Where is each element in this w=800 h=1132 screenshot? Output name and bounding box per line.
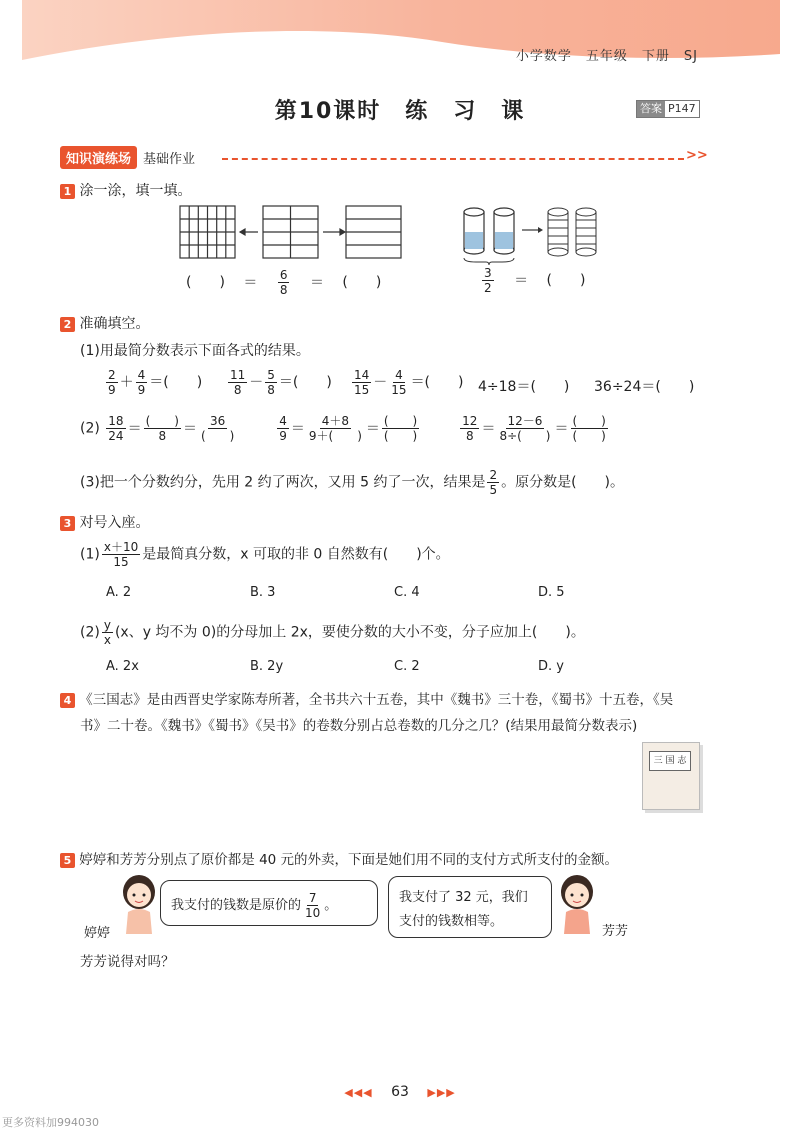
q3-p2-option-c[interactable]: C. 2: [394, 659, 420, 674]
q5-question: 芳芳说得对吗？: [80, 954, 175, 970]
answer-page: P147: [668, 102, 696, 115]
q1-blank[interactable]: ( ): [546, 272, 586, 289]
page-footer: [0, 1084, 800, 1100]
q2-part2: (2) $\frac{18}{24}$ ＝ $\frac{( )}{8}$ ＝ $\frac{36}{( )}$ $\frac{4}{9}$ ＝ $\frac{4+8}{9+( )}$ ＝ $\frac{( )}{( )}$ $\frac{12}{8}$ ＝ $\frac{12-6}{8\div( )}$ ＝ $\frac{( )}{( )}$: [80, 414, 610, 443]
q2-part3: (3)把一个分数约分，先用 2 约了两次，又用 5 约了一次，结果是 $\frac{2}{5}$ 。原分数是( )。: [80, 468, 625, 497]
q2-p1-item-1: $\frac{2}{9}$ ＋ $\frac{4}{9}$ ＝( ): [108, 368, 203, 397]
q3-p2-option-d[interactable]: D. y: [538, 659, 564, 674]
section-tag: 知识演练场: [60, 146, 137, 169]
q1-fraction: $\frac{3}{2}$: [484, 266, 492, 295]
q1-right-expression: $\frac{3}{2}$ ＝ ( ): [484, 266, 586, 295]
book-cover-title: 三 国 志: [649, 751, 691, 771]
book-meta: 小学数学 五年级 下册 SJ: [515, 49, 698, 64]
q3-part1: (1) $\frac{x+10}{15}$ 是最简真分数，x 可取的非 0 自然数有( )个。: [80, 540, 450, 569]
section-banner: [60, 146, 195, 168]
q1-heading: [60, 180, 191, 200]
q4-number: 4: [60, 693, 75, 708]
right-arrows-icon: ▶▶▶: [427, 1086, 456, 1099]
speech-bubble-fangfang: 我支付了 32 元，我们 支付的钱数相等。: [388, 876, 552, 938]
q3-p1-option-a[interactable]: A. 2: [106, 585, 132, 600]
q2-text: 准确填空。: [79, 316, 150, 332]
q4-line-1: 4 《三国志》是由西晋史学家陈寿所著，全书共六十五卷，其中《魏书》三十卷，《蜀书》十五卷，《吴: [60, 688, 673, 708]
q3-part2: (2) $\frac{y}{x}$ (x、y 均不为 0)的分母加上 2x，要使分数的大小不变，分子应加上( )。: [80, 618, 585, 647]
tingting-girl-icon: [118, 872, 160, 936]
q3-number: 3: [60, 516, 75, 531]
page-number: 63: [391, 1084, 409, 1100]
q2-p2-group-2: $\frac{4}{9}$ ＝ $\frac{4+8}{9+( )}$ ＝ $\frac{( )}{( )}$: [279, 414, 418, 443]
q1-number: 1: [60, 184, 75, 199]
book-illustration: [642, 742, 700, 810]
q2-p2-group-1: $\frac{18}{24}$ ＝ $\frac{( )}{8}$ ＝ $\frac{36}{( )}$: [108, 414, 235, 443]
q1-cylinders-figure: [460, 204, 610, 266]
q3-heading: [60, 512, 149, 532]
q1-text: 涂一涂，填一填。: [79, 183, 192, 199]
q2-p1-item-3: $\frac{14}{15}$ － $\frac{4}{15}$ ＝( ): [354, 368, 464, 397]
name-tingting: 婷婷: [84, 926, 111, 941]
q4-line-2: 书》二十卷。《魏书》《蜀书》《吴书》的卷数分别占总卷数的几分之几？(结果用最简分数表示): [80, 718, 638, 734]
q1-fraction: $\frac{6}{8}$: [279, 268, 288, 297]
q3-p2-option-a[interactable]: A. 2x: [106, 659, 139, 674]
rect-rows-4: [346, 206, 401, 258]
q2-part1-text: (1)用最简分数表示下面各式的结果。: [80, 343, 310, 359]
q3-p1-option-d[interactable]: D. 5: [538, 585, 565, 600]
q1-rectangles-figure: [178, 204, 408, 264]
lesson-title: 第10课时 练 习 课: [274, 99, 526, 124]
speech-bubble-tingting: 我支付的钱数是原价的 $\frac{7}{10}$ 。: [160, 880, 378, 926]
q3-p1-option-b[interactable]: B. 3: [250, 585, 276, 600]
q5-number: 5: [60, 853, 75, 868]
rect-grid-4x2: [263, 206, 318, 258]
q3-text: 对号入座。: [79, 515, 150, 531]
q2-p1-item-2: $\frac{11}{8}$ － $\frac{5}{8}$ ＝( ): [230, 368, 332, 397]
fangfang-girl-icon: [556, 872, 598, 936]
q3-p2-option-b[interactable]: B. 2y: [250, 659, 284, 674]
left-arrows-icon: ◀◀◀: [344, 1086, 373, 1099]
q1-blank[interactable]: ( ): [342, 274, 382, 291]
answer-ref[interactable]: [636, 100, 700, 118]
q5-heading: 5 婷婷和芳芳分别点了原价都是 40 元的外卖，下面是她们用不同的支付方式所支付的金额。: [60, 848, 618, 868]
section-subtitle: 基础作业: [143, 151, 196, 167]
q2-p1-item-5: 36÷24＝( ): [594, 379, 695, 395]
q1-left-expression: ( ) ＝ $\frac{6}{8}$ ＝ ( ): [186, 268, 382, 297]
q2-heading: [60, 313, 149, 333]
q2-p1-item-4: 4÷18＝( ): [478, 379, 570, 395]
name-fangfang: 芳芳: [602, 924, 629, 939]
q2-p2-group-3: $\frac{12}{8}$ ＝ $\frac{12-6}{8\div( )}$ ＝ $\frac{( )}{( )}$: [462, 414, 606, 443]
banner-arrows-icon: >>: [686, 148, 708, 163]
watermark: 更多资料加994030: [2, 1116, 99, 1129]
banner-dashed-line: [222, 158, 684, 160]
q2-number: 2: [60, 317, 75, 332]
answer-label: 答案: [637, 101, 665, 117]
q1-blank[interactable]: ( ): [186, 274, 225, 291]
q3-p1-option-c[interactable]: C. 4: [394, 585, 420, 600]
rect-grid-4x6: [180, 206, 235, 258]
